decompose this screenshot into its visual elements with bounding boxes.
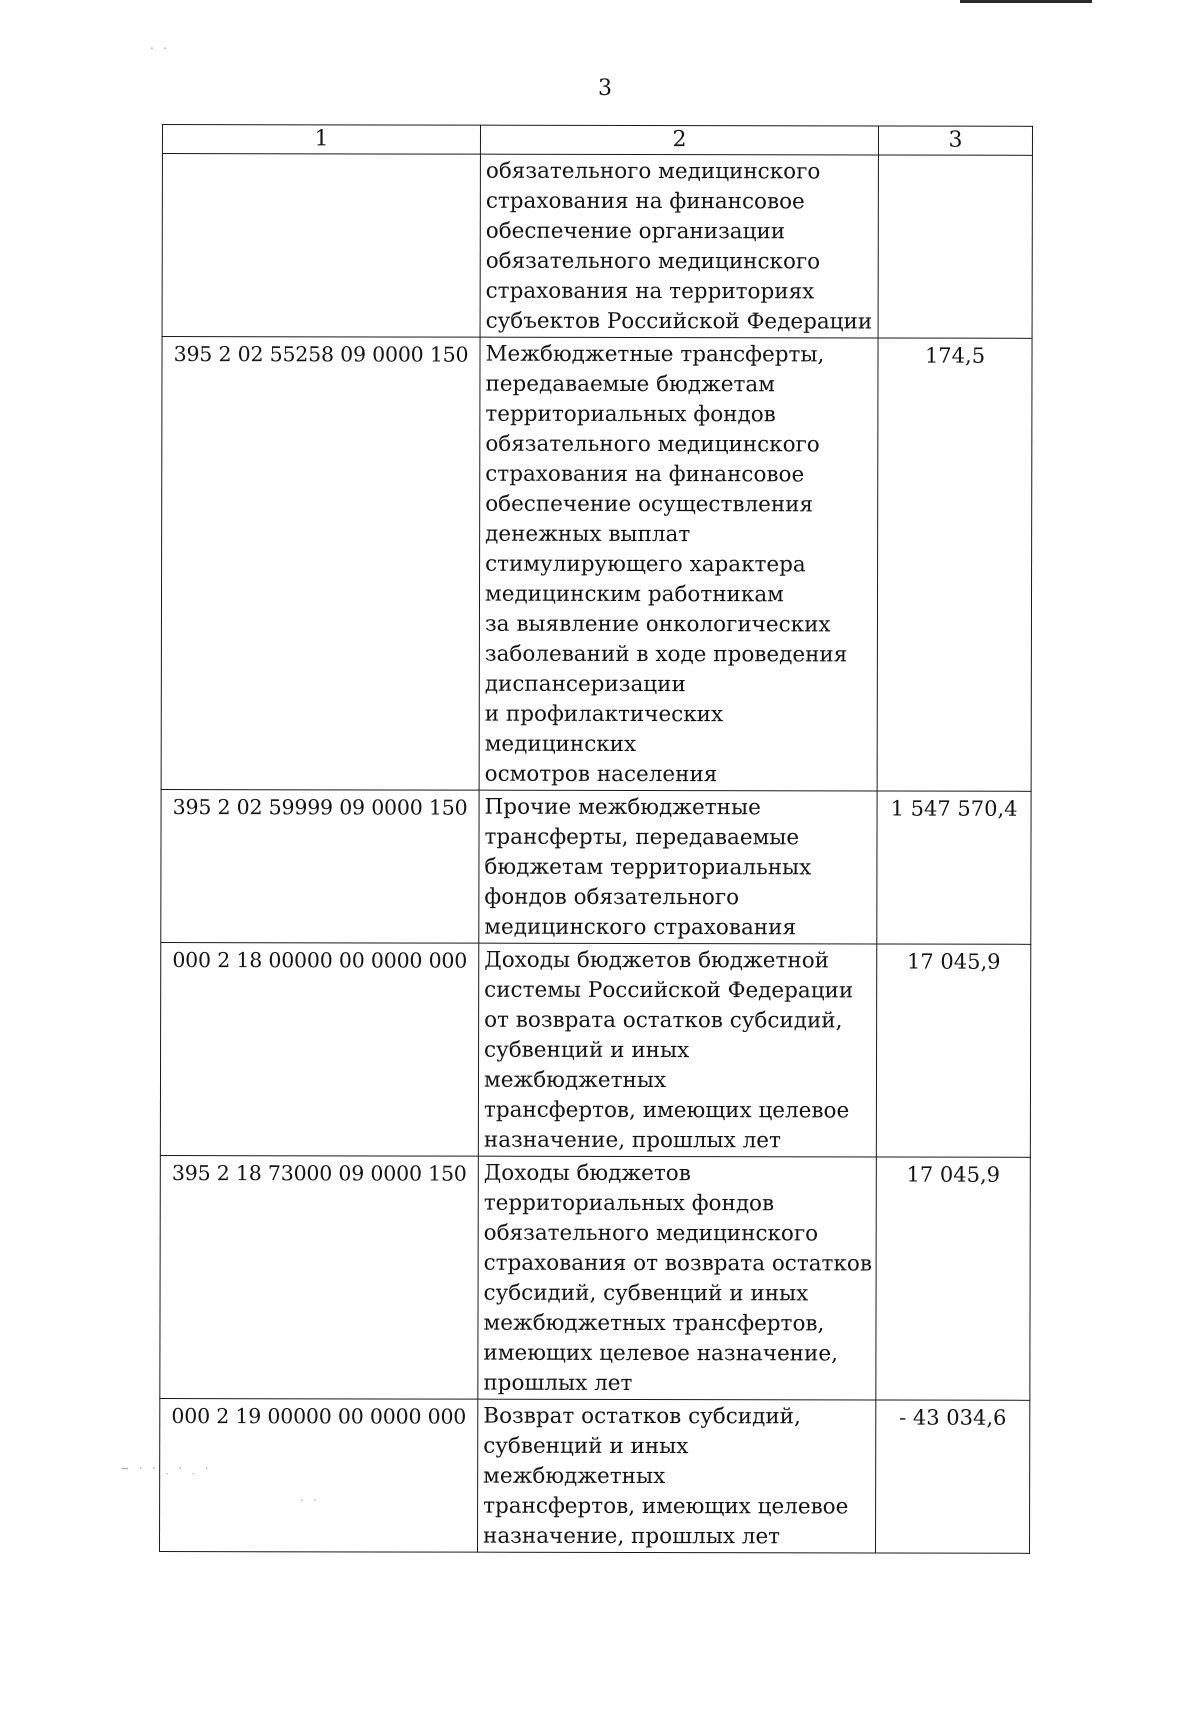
row-description: Прочие межбюджетные трансферты, передаваемые бюджетам территориальных фондов обязательного медицинского страхования bbox=[479, 790, 877, 944]
table-row bbox=[161, 337, 1032, 792]
row-amount: 174,5 bbox=[877, 338, 1032, 791]
row-code: 000 2 19 00000 00 0000 000 bbox=[160, 1398, 478, 1552]
row-description: обязательного медицинского страхования на финансовое обеспечение организации обязательного медицинского страхования на территориях субъектов Российской Федерации bbox=[480, 154, 878, 338]
table-row bbox=[160, 1155, 1031, 1400]
row-description: Межбюджетные трансферты, передаваемые бюджетам территориальных фондов обязательного медицинского страхования на финансовое обеспечение осуществления денежных выплат стимулирующего характера медицинским работникам за выявление онкологических заболеваний в ходе проведения диспансеризации и профилактических медицинских осмотров населения bbox=[479, 337, 878, 791]
table-row bbox=[160, 1398, 1030, 1553]
table-header-row bbox=[162, 125, 1032, 156]
row-code bbox=[162, 154, 480, 338]
row-code: 000 2 18 00000 00 0000 000 bbox=[160, 942, 478, 1156]
page-number: 3 bbox=[598, 76, 612, 101]
table-row bbox=[161, 789, 1031, 944]
table-row bbox=[160, 942, 1030, 1157]
row-amount: 17 045,9 bbox=[876, 944, 1030, 1157]
row-description: Возврат остатков субсидий, субвенций и иных межбюджетных трансфертов, имеющих целевое назначение, прошлых лет bbox=[478, 1399, 876, 1553]
row-description: Доходы бюджетов бюджетной системы Российской Федерации от возврата остатков субсидий, субвенций и иных межбюджетных трансфертов, имеющих целевое назначение, прошлых лет bbox=[478, 943, 876, 1157]
scan-noise: ⋅ ⋅ bbox=[300, 1494, 321, 1507]
scan-noise: ∼ ⋅ ⋅ ˏ ⋅ ˎ ⋅ bbox=[120, 1462, 212, 1475]
column-header-amount: 3 bbox=[878, 126, 1032, 155]
row-code: 395 2 18 73000 09 0000 150 bbox=[160, 1155, 479, 1399]
row-code: 395 2 02 55258 09 0000 150 bbox=[161, 337, 480, 791]
budget-table bbox=[159, 124, 1033, 1554]
row-code: 395 2 02 59999 09 0000 150 bbox=[161, 789, 479, 943]
row-amount: - 43 034,6 bbox=[876, 1400, 1030, 1553]
table-row bbox=[162, 154, 1032, 339]
row-description: Доходы бюджетов территориальных фондов обязательного медицинского страхования от возврата остатков субсидий, субвенций и иных межбюджетных трансфертов, имеющих целевое назначение, прошлых лет bbox=[478, 1156, 877, 1400]
scan-noise: ⋅ ⋅ bbox=[150, 42, 171, 55]
scan-edge-line bbox=[960, 0, 1092, 3]
row-amount: 1 547 570,4 bbox=[877, 791, 1031, 944]
row-amount: 17 045,9 bbox=[876, 1157, 1031, 1400]
column-header-description: 2 bbox=[480, 125, 878, 155]
column-header-code: 1 bbox=[162, 125, 480, 155]
row-amount bbox=[878, 155, 1032, 338]
